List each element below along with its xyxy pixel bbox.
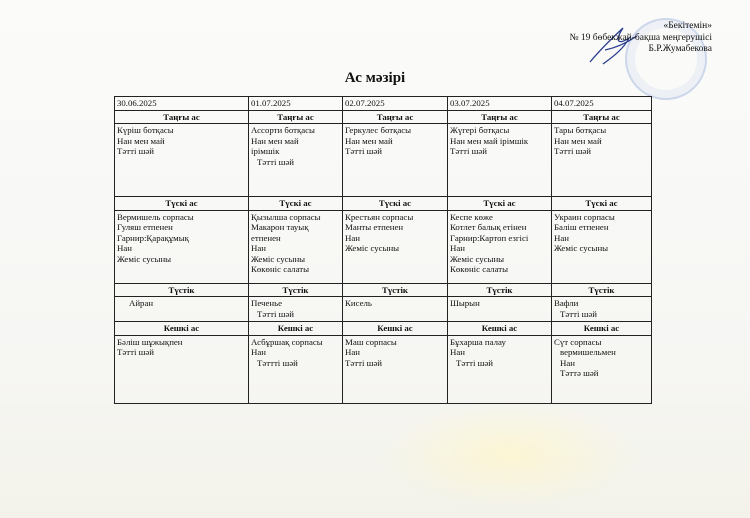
- menu-item: Манты етпенен: [345, 222, 404, 232]
- menu-item: Нан: [251, 347, 266, 357]
- meal-name-cell: Кешкі ас: [448, 322, 552, 336]
- menu-item: Көкөніс салаты: [251, 264, 310, 274]
- menu-item: Нан мен май: [345, 135, 393, 146]
- menu-item: Нан: [345, 232, 360, 243]
- approval-line-3: Б.Р.Жумабекова: [648, 44, 712, 54]
- menu-cell: [249, 335, 343, 403]
- menu-item: Тәттті шәй: [257, 357, 298, 368]
- menu-item: Жеміс сусыны: [554, 243, 609, 253]
- meal-name-cell: Түскі ас: [552, 197, 652, 211]
- meal-name-cell: Таңғы ас: [552, 110, 652, 124]
- meal-name-cell: Түстік: [115, 283, 249, 297]
- approval-line-2: № 19 бөбекжай-бақша меңгерушісі: [569, 32, 712, 43]
- menu-item: Тәтті шәй: [450, 146, 487, 156]
- menu-item: ірімшік: [251, 146, 280, 156]
- menu-item: Тәтті шәй: [554, 146, 591, 156]
- menu-item: Жүгері ботқасы: [450, 125, 510, 135]
- page-title: Ас мәзірі: [344, 70, 406, 86]
- meal-name-cell: Кешкі ас: [343, 322, 448, 336]
- menu-cell: [552, 210, 652, 283]
- menu-item: Нан мен май: [251, 135, 299, 146]
- menu-item: Нан: [345, 347, 360, 357]
- menu-cell: [552, 297, 652, 322]
- menu-item: Нан: [560, 357, 575, 368]
- menu-item: Тәтті шәй: [345, 146, 382, 156]
- menu-item: Көкөніс салаты: [450, 264, 509, 274]
- menu-cell: [115, 335, 249, 403]
- menu-item: Печенье: [251, 298, 282, 308]
- meal-name-cell: Түскі ас: [115, 197, 249, 211]
- menu-cell: [448, 210, 552, 283]
- meal-name-cell: Түскі ас: [343, 197, 448, 211]
- menu-item: Макарон тауық: [251, 222, 309, 232]
- menu-table: [114, 96, 652, 404]
- date-cell: 02.07.2025: [343, 97, 448, 111]
- menu-item: Жеміс сусыны: [345, 243, 400, 253]
- menu-item: Айран: [129, 298, 154, 308]
- meal-items-row: [115, 210, 652, 283]
- meal-name-cell: Таңғы ас: [343, 110, 448, 124]
- menu-item: Геркулес ботқасы: [345, 125, 412, 135]
- meal-name-cell: Кешкі ас: [552, 322, 652, 336]
- date-cell: 01.07.2025: [249, 97, 343, 111]
- menu-item: Гуляш етпенен: [117, 222, 173, 232]
- menu-item: етпенен: [251, 232, 281, 243]
- menu-item: Нан: [117, 243, 132, 253]
- menu-item: Бұхарша палау: [450, 336, 506, 347]
- date-cell: 03.07.2025: [448, 97, 552, 111]
- menu-item: Тәтті шәй: [257, 308, 294, 319]
- date-cell: 30.06.2025: [115, 97, 249, 111]
- menu-cell: [249, 210, 343, 283]
- menu-item: Гарнир:Картоп езгісі: [450, 232, 529, 243]
- menu-item: Тәтті шәй: [560, 308, 597, 319]
- lighting-glare: [380, 400, 640, 510]
- menu-cell: [115, 210, 249, 283]
- menu-cell: [249, 124, 343, 197]
- meal-header-row: [115, 283, 652, 297]
- menu-item: Котлет балық етінен: [450, 222, 527, 232]
- approval-block: [569, 21, 712, 56]
- menu-item: Маш сорпасы: [345, 336, 397, 347]
- menu-item: Нан мен май: [554, 135, 602, 146]
- meal-name-cell: Түстік: [448, 283, 552, 297]
- menu-item: Нан: [450, 347, 465, 357]
- meal-name-cell: Таңғы ас: [448, 110, 552, 124]
- menu-item: Күріш ботқасы: [117, 125, 174, 135]
- menu-item: вермишельмен: [560, 347, 616, 357]
- meal-name-cell: Кешкі ас: [249, 322, 343, 336]
- menu-item: Баліш етпенен: [554, 222, 609, 232]
- menu-item: Нан: [554, 232, 569, 243]
- meal-name-cell: Түстік: [343, 283, 448, 297]
- menu-item: Тәтті шәй: [257, 156, 294, 167]
- menu-item: Асбұршақ сорпасы: [251, 336, 323, 347]
- meal-name-cell: Таңғы ас: [249, 110, 343, 124]
- menu-cell: [343, 335, 448, 403]
- menu-item: Шырын: [450, 298, 480, 308]
- date-row: [115, 97, 652, 111]
- meal-items-row: [115, 124, 652, 197]
- menu-item: Вермишель сорпасы: [117, 211, 194, 222]
- meal-name-cell: Түскі ас: [448, 197, 552, 211]
- meal-header-row: [115, 197, 652, 211]
- menu-item: Ассорти ботқасы: [251, 125, 315, 135]
- menu-cell: [343, 297, 448, 322]
- menu-item: Сүт сорпасы: [554, 336, 602, 347]
- menu-cell: [115, 297, 249, 322]
- menu-item: Тары ботқасы: [554, 125, 607, 135]
- menu-item: Нан мен май: [117, 135, 165, 146]
- menu-cell: [343, 124, 448, 197]
- meal-items-row: [115, 297, 652, 322]
- menu-cell: [552, 124, 652, 197]
- approval-line-1: «Бекітемін»: [663, 21, 712, 31]
- meal-name-cell: Түстік: [249, 283, 343, 297]
- menu-item: Тәтті шәй: [117, 347, 154, 357]
- menu-item: Крестьян сорпасы: [345, 211, 414, 222]
- menu-item: Вафли: [554, 298, 579, 308]
- menu-item: Нан: [450, 243, 465, 253]
- menu-item: Бәліш шұжықпен: [117, 336, 183, 347]
- meal-items-row: [115, 335, 652, 403]
- meal-name-cell: Түскі ас: [249, 197, 343, 211]
- meal-name-cell: Кешкі ас: [115, 322, 249, 336]
- menu-cell: [448, 297, 552, 322]
- menu-item: Кеспе көже: [450, 211, 493, 222]
- menu-cell: [343, 210, 448, 283]
- menu-item: Жеміс сусыны: [251, 253, 306, 264]
- meal-header-row: [115, 110, 652, 124]
- menu-item: Украин сорпасы: [554, 211, 615, 222]
- meal-name-cell: Таңғы ас: [115, 110, 249, 124]
- menu-item: Тәттә шәй: [560, 368, 599, 378]
- menu-cell: [552, 335, 652, 403]
- menu-item: Жеміс сусыны: [117, 253, 172, 264]
- menu-cell: [448, 335, 552, 403]
- meal-name-cell: Түстік: [552, 283, 652, 297]
- menu-item: Жеміс сусыны: [450, 253, 505, 264]
- date-cell: 04.07.2025: [552, 97, 652, 111]
- menu-item: Тәтті шәй: [456, 357, 493, 368]
- menu-item: Тәтті шәй: [117, 146, 154, 156]
- menu-item: Нан: [251, 243, 266, 253]
- menu-cell: [448, 124, 552, 197]
- menu-item: Гарнир:Қарақұмық: [117, 232, 189, 243]
- menu-cell: [249, 297, 343, 322]
- menu-item: Кисель: [345, 298, 372, 308]
- menu-item: Қызылша сорпасы: [251, 211, 321, 222]
- menu-cell: [115, 124, 249, 197]
- menu-item: Тәтті шәй: [345, 357, 382, 368]
- meal-header-row: [115, 322, 652, 336]
- menu-item: Нан мен май ірімшік: [450, 135, 529, 146]
